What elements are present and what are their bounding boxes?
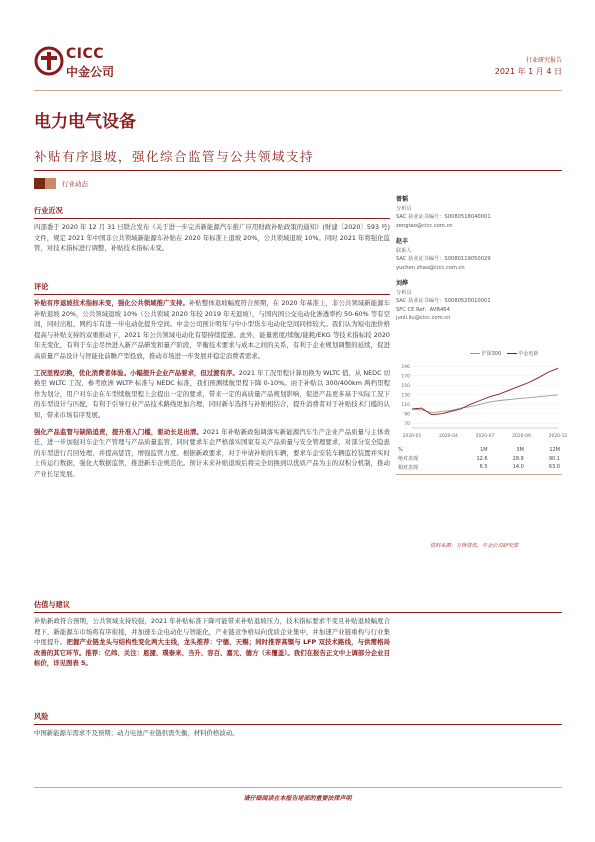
analyst-email[interactable]: yuchen.zhao@cicc.com.cn bbox=[396, 264, 465, 271]
valuation-paragraph bbox=[34, 616, 390, 669]
tag-marker-light bbox=[45, 178, 56, 189]
x-tick-label: 2020-01 bbox=[402, 434, 422, 439]
table-header-cell: 1M bbox=[480, 447, 488, 454]
performance-table bbox=[396, 446, 562, 472]
logo-text-en: CICC bbox=[66, 46, 105, 62]
analyst-sac: SAC 执业证书编号：S0080119050029 bbox=[396, 256, 491, 262]
analyst-role: 分析员 bbox=[396, 289, 412, 296]
y-tick-label: 170 bbox=[401, 374, 410, 380]
section-rule bbox=[34, 724, 562, 725]
x-tick-label: 2020-04 bbox=[439, 434, 458, 439]
report-tag: 行业动态 bbox=[62, 180, 88, 188]
section-rule bbox=[34, 218, 390, 219]
y-tick-label: 110 bbox=[401, 402, 410, 408]
analyst-name: 刘烨 bbox=[396, 280, 409, 287]
table-header-cell: % bbox=[398, 447, 403, 454]
section-heading: 行业近况 bbox=[34, 206, 63, 215]
header-divider bbox=[34, 90, 562, 91]
section-rule bbox=[34, 612, 562, 613]
paragraph-body: 补贴整体退坡幅度符合预期，在 2020 年基准上，非公共领域新能源车补贴退坡 20%，公共领域退坡 10%（公共领域 2020 年较 2019 年无退坡），与国内国公交电动化渗透率约 50-60% 等有空间，同时出租、网约车有进一步电动化提升空间。中金公司预计明年与中小型货车电动化空间同样较大。我们认为短电池价格提高与补贴支持的双重推动下，2021 年公共领域电动化有望持续提速。此外，能量密度/续航/能耗/EKG 等技术指标较 2020 年无变化，有利于车企尽快进入新产品研发和量产阶段，平衡技术要求与成本之间的关系，有利于企业规划调整的延续，促进高质量产品设计与智能化前瞻产型投放，推动市场进一步发展并稳定消费者需求。 bbox=[34, 299, 391, 360]
y-tick-label: 130 bbox=[401, 393, 410, 399]
legend-swatch-hs300 bbox=[470, 353, 480, 354]
section-valuation bbox=[34, 600, 562, 669]
report-date: 2021 年 1 月 4 日 bbox=[494, 67, 562, 76]
table-cell: 90.1 bbox=[548, 455, 560, 462]
section-heading: 评论 bbox=[34, 282, 49, 291]
logo-text-cn: 中金公司 bbox=[66, 65, 115, 79]
analyst-role: 分析员 bbox=[396, 205, 412, 212]
paragraph-lead: 强化产品监管与缺陷追责，提升准入门槛，驱动长足出清。 bbox=[34, 427, 203, 436]
analyst-sfc: SFC CE Ref：AVB464 bbox=[396, 306, 450, 313]
analyst-sac: SAC 执业证书编号：S0080518040001 bbox=[396, 214, 491, 220]
page-title: 电力电气设备 bbox=[34, 112, 136, 132]
section-industry bbox=[34, 206, 390, 254]
section-heading: 估值与建议 bbox=[34, 600, 70, 609]
paragraph-body: 补贴新政符合预期，公共领域支持较强，2021 年补贴标准下降可能带来补贴退坡压力，技术指标要求不变且补贴退坡幅度合理下，新能源车市场将有序衔接，并加速车企电动化与智能化，产业链竞争格局向优质企业集中，并加速产业链重构与行业集中度提升。 bbox=[34, 617, 390, 647]
table-rule bbox=[396, 474, 562, 475]
section-text: 四部委于 2020 年 12 月 31 日联合发布《关于进一步完善新能源汽车推广应用财政补贴政策的通知》(财建〔2020〕593 号)文件，规定 2021 年中国非公共领域新能源车补贴在 2020 年标准上退坡 20%，公共领域退坡 10%。同时 2021 年将强化监管，对技术指标进行调整，补贴技术指标未变。 bbox=[34, 223, 390, 253]
cicc-logo-icon bbox=[34, 46, 64, 76]
section-heading: 风险 bbox=[34, 712, 49, 721]
analyst-email[interactable]: zengtao@cicc.com.cn bbox=[396, 222, 453, 229]
performance-chart bbox=[396, 360, 568, 440]
table-cell: 12.6 bbox=[476, 455, 488, 462]
title-divider bbox=[34, 170, 562, 171]
table-header-cell: 12M bbox=[549, 447, 560, 454]
series-line-cicc bbox=[412, 368, 558, 414]
table-cell: 28.8 bbox=[512, 455, 524, 462]
series-line-hs300 bbox=[412, 395, 558, 413]
x-tick-label: 2020-12 bbox=[548, 434, 568, 439]
analyst-block bbox=[396, 196, 566, 323]
analyst-name: 赵丰 bbox=[396, 238, 409, 245]
comment-paragraph-1 bbox=[34, 298, 390, 362]
chart-legend bbox=[470, 350, 538, 357]
table-cell: 14.0 bbox=[512, 464, 524, 471]
comment-paragraph-2 bbox=[34, 368, 390, 421]
table-cell: 63.0 bbox=[548, 464, 560, 471]
paragraph-body: 2021 年补贴新政强调落实新能源汽车生产企业产品质量与主体责任，进一步加强对车企生产管理与产品质量监管，同时要求车企严格落实国家有关产品质量与安全管理要求，对部分安全隐患的车型进行召回处理，并提高惩罚，增强监管力度。根据新政要求，对于申请补贴的车辆，要求车企安装车辆监控装置并实时上传运行数据，强化大数据监管，推进新车企规范化。预计未来补贴退坡后将完全切换到以优质产品为主的双积分机制，推动产业长足发展。 bbox=[34, 427, 391, 478]
page-subtitle: 补贴有序退坡，强化综合监管与公共领域支持 bbox=[34, 149, 315, 164]
x-tick-label: 2020-07 bbox=[475, 434, 495, 439]
tag-marker-dark bbox=[34, 178, 45, 189]
analyst-name: 曾韬 bbox=[396, 196, 409, 203]
y-tick-label: 90 bbox=[404, 412, 410, 418]
analyst-role: 联系人 bbox=[396, 247, 412, 254]
section-comment bbox=[34, 282, 390, 480]
paragraph-body: 2021 年工况里程计算切换为 WLTC 值，从 NEDC 切换至 WLTC 工况，参考欧洲 WLTP 标准与 NEDC 标准，我们预测续航里程下降 0-10%。由于补贴以 300/400km 两档里程作为划分，用户对车企在车型续航里程上会提出一定的要求，带来一定的高质量产品规划影响，促进产品更多基于实际工况下的车型设计与匹配，有利于引导行业产品技术路线更加合理，同时新车选择与补贴相结合，提升消费者对于补贴技术门槛的认知，带来市场有序发展。 bbox=[34, 368, 390, 419]
table-row bbox=[396, 463, 562, 472]
table-cell: 6.5 bbox=[479, 464, 488, 471]
analyst-sac: SAC 执业证书编号：S0080520010001 bbox=[396, 298, 491, 304]
paragraph-lead: 补贴有序退坡技术指标未变，强化公共领域推广支持。 bbox=[34, 299, 189, 307]
table-cell: 绝对表现 bbox=[398, 456, 419, 463]
y-tick-label: 150 bbox=[401, 383, 410, 389]
report-type: 行业研究报告 bbox=[525, 57, 562, 64]
section-rule bbox=[34, 294, 390, 295]
legend-label-cicc: 中金电新 bbox=[518, 351, 539, 357]
footer-divider bbox=[34, 787, 562, 788]
paragraph-emphasis: 把握产业链龙头与结构性变化两大主线，龙头推荐：宁德、天赐；同时推荐高镍与 LFP 双技术路线，与供需格局改善的其它环节。推荐：亿纬、关注：恩捷、璞泰来、当升、容百、嘉元、德方（未覆盖）。我们在报告正文中上调部分企业目标价，详见图表 5。 bbox=[34, 638, 390, 668]
table-header-cell: 3M bbox=[516, 447, 524, 454]
table-row bbox=[396, 455, 562, 464]
paragraph-lead: 工况里程切换，优化消费者体验。小幅提升企业产品要求，但过渡有序。 bbox=[34, 368, 239, 377]
y-tick-label: 70 bbox=[404, 421, 410, 427]
section-text: 中国新能源车需求不及预期；动力电池产业链供需失衡，材料价格波动。 bbox=[34, 729, 239, 737]
legend-label-hs300: 沪深300 bbox=[481, 351, 502, 357]
table-cell: 相对表现 bbox=[398, 464, 419, 471]
section-risk bbox=[34, 712, 562, 739]
legend-swatch-cicc bbox=[507, 353, 517, 354]
analyst-email[interactable]: junli.liu@cicc.com.cn bbox=[396, 315, 451, 321]
y-tick-label: 190 bbox=[401, 364, 410, 370]
source-note: 资料来源：万得资讯，中金公司研究部 bbox=[430, 543, 519, 549]
x-tick-label: 2020-09 bbox=[512, 434, 531, 439]
table-header-row bbox=[396, 446, 562, 455]
footer-disclaimer: 请仔细阅读在本报告尾部的重要法律声明 bbox=[243, 795, 352, 802]
comment-paragraph-3 bbox=[34, 427, 390, 480]
